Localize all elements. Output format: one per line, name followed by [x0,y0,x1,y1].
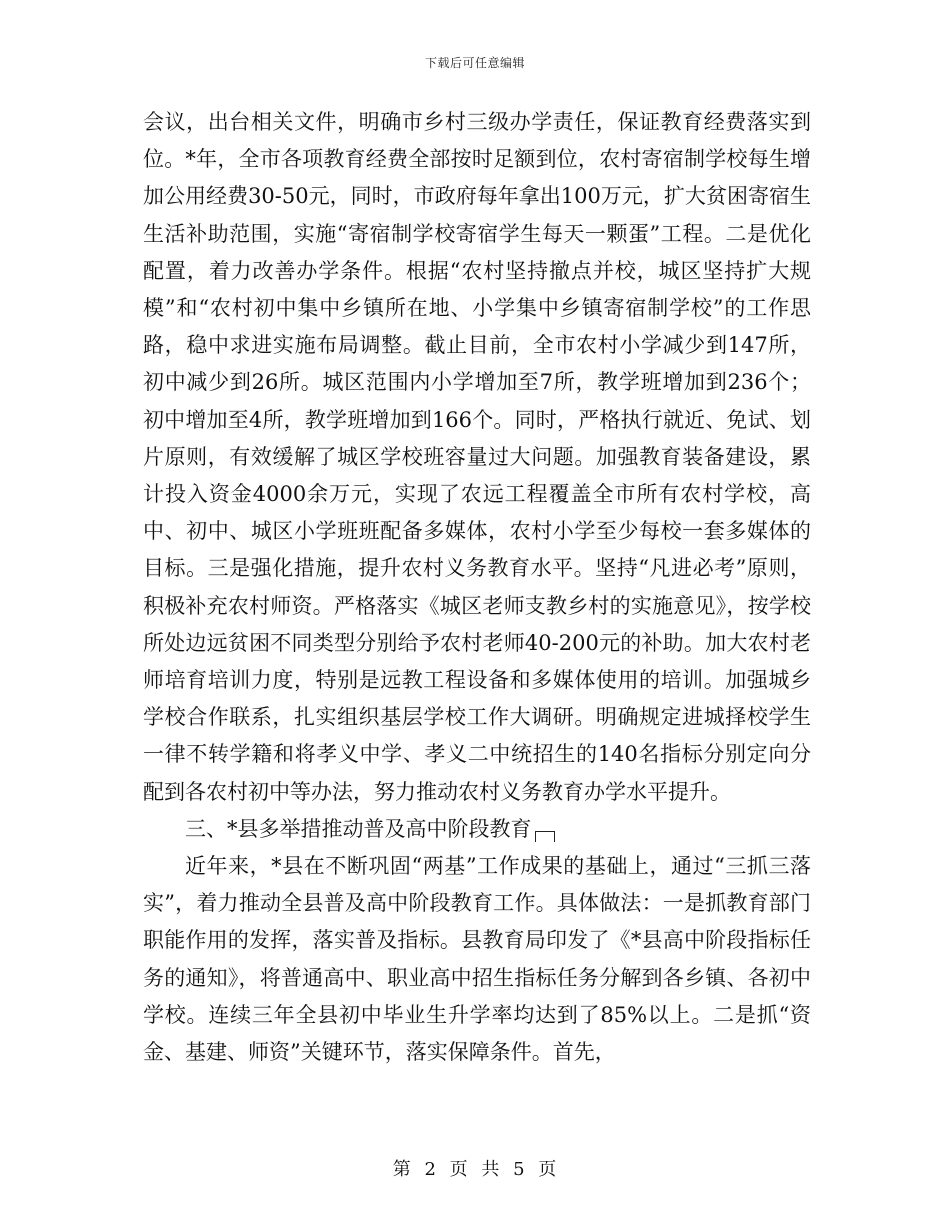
section-heading [143,811,811,848]
footer-ye: 页 [449,1159,469,1180]
footer-page-current: 2 [424,1159,437,1180]
footer-ye-2: 页 [538,1159,558,1180]
footer-di: 第 [392,1159,412,1180]
page-footer [0,1155,950,1181]
paragraph-2: 近年来，*县在不断巩固“两基”工作成果的基础上，通过“三抓三落实”，着力推动全县普及高中阶段教育工作。具体做法：一是抓教育部门职能作用的发挥，落实普及指标。县教育局印发了《*县高中阶段指标任务的通知》，将普通高中、职业高中招生指标任务分解到各乡镇、各初中学校。连续三年全县初中毕业生升学率均达到了85%以上。二是抓“资金、基建、师资”关键环节，落实保障条件。首先， [143,854,811,1065]
header-note: 下载后可任意编辑 [424,56,525,70]
section-heading-text: 三、*县多举措推动普及高中阶段教育 [185,816,532,841]
paragraph-1: 会议，出台相关文件，明确市乡村三级办学责任，保证教育经费落实到位。*年，全市各项教育经费全部按时足额到位，农村寄宿制学校每生增加公用经费30-50元，同时，市政府每年拿出100万元，扩大贫困寄宿生生活补助范围，实施“寄宿制学校寄宿学生每天一颗蛋”工程。二是优化配置，着力改善办学条件。根据“农村坚持撤点并校，城区坚持扩大规模”和“农村初中集中乡镇所在地、小学集中乡镇寄宿制学校”的工作思路，稳中求进实施布局调整。截止目前，全市农村小学减少到147所，初中减少到26所。城区范围内小学增加至7所，教学班增加到236个；初中增加至4所，教学班增加到166个。同时，严格执行就近、免试、划片原则，有效缓解了城区学校班容量过大问题。加强教育装备建设，累计投入资金4000余万元，实现了农远工程覆盖全市所有农村学校，高中、初中、城区小学班班配备多媒体，农村小学至少每校一套多媒体的目标。三是强化措施，提升农村义务教育水平。坚持“凡进必考”原则，积极补充农村师资。严格落实《城区老师支教乡村的实施意见》，按学校所处边远贫困不同类型分别给予农村老师40-200元的补助。加大农村老师培育培训力度，特别是远教工程设备和多媒体使用的培训。加强城乡学校合作联系，扎实组织基层学校工作大调研。明确规定进城择校学生一律不转学籍和将孝义中学、孝义二中统招生的140名指标分别定向分配到各农村初中等办法，努力推动农村义务教育办学水平提升。 [143,110,811,804]
body-text [143,104,811,1071]
footer-page-total: 5 [513,1159,526,1180]
heading-mark-icon [535,831,555,842]
footer-gong: 共 [481,1159,501,1180]
